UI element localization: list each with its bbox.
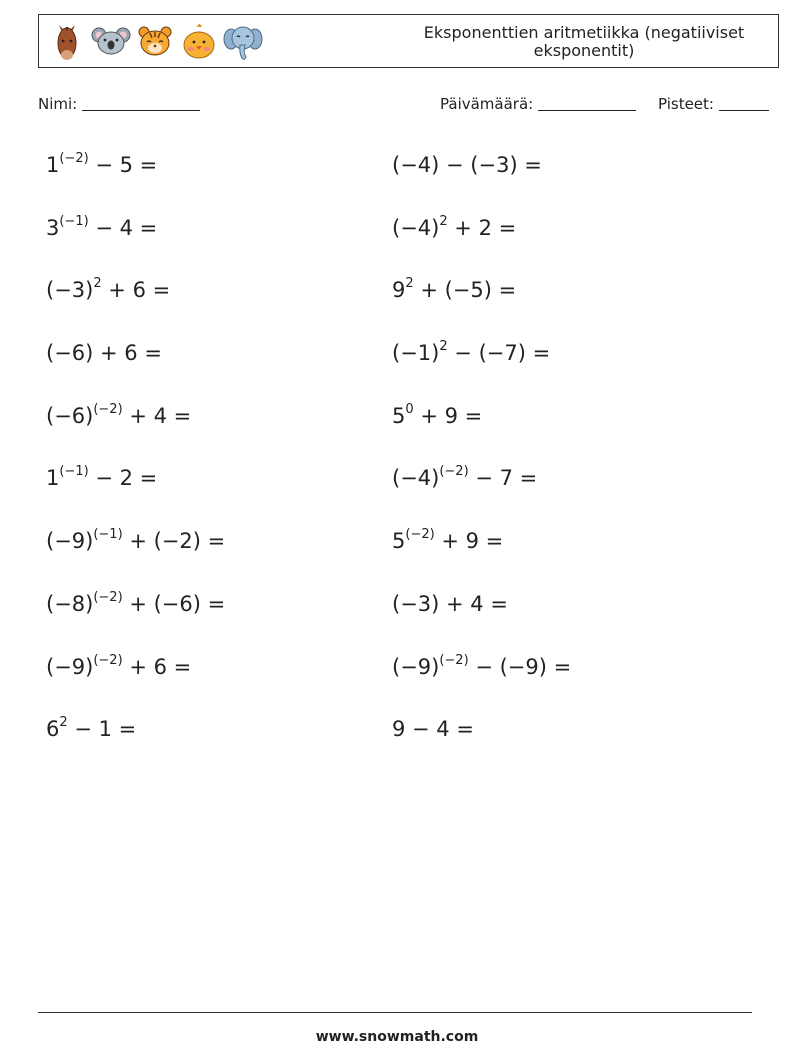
problem-base: (−9) (46, 654, 94, 679)
score-field (658, 95, 769, 113)
problem-base: (−9) (392, 654, 440, 679)
problem-exponent: (−2) (59, 151, 89, 166)
problem-rest: + 4 = (122, 403, 192, 428)
problem-base: (−3) (46, 278, 94, 303)
koala-icon (91, 19, 131, 63)
problem-exponent: 2 (405, 276, 414, 292)
problem-item (392, 273, 738, 336)
problem-base: 9 − 4 = (392, 717, 474, 742)
problem-item (46, 650, 392, 713)
animal-icons (47, 19, 263, 63)
problem-base: (−8) (46, 591, 94, 616)
problem-item (392, 712, 738, 775)
problem-item (46, 461, 392, 524)
problem-base: 9 (392, 278, 406, 303)
chick-icon (179, 19, 219, 63)
problem-base: 5 (392, 529, 406, 554)
problem-item (392, 148, 738, 211)
date-blank (538, 96, 636, 111)
problem-base: (−9) (46, 529, 94, 554)
problem-rest: − (−9) = (468, 654, 572, 679)
problem-item (392, 650, 738, 713)
elephant-icon (223, 19, 263, 63)
problem-item (46, 524, 392, 587)
tiger-icon (135, 19, 175, 63)
problem-exponent: (−2) (439, 464, 469, 480)
problem-exponent: (−1) (93, 527, 123, 543)
problem-rest: − 1 = (67, 717, 137, 742)
problem-exponent: (−1) (59, 464, 89, 480)
date-label: Päivämäärä: (440, 95, 534, 113)
problem-base: (−4) − (−3) = (392, 153, 542, 177)
problem-base: (−4) (392, 466, 440, 491)
problem-row (46, 336, 746, 399)
problem-base: (−3) + 4 = (392, 591, 508, 616)
problem-rest: − (−7) = (447, 341, 551, 366)
problem-item (392, 211, 738, 274)
footer-divider (38, 1012, 752, 1013)
problem-item (392, 587, 738, 650)
problem-row (46, 587, 746, 650)
problem-exponent: (−2) (93, 652, 123, 668)
problem-rest: + 9 = (434, 529, 504, 554)
problem-row (46, 273, 746, 336)
problem-item (46, 211, 392, 274)
problem-base: (−6) (46, 403, 94, 428)
problem-base: 5 (392, 403, 406, 428)
problem-row (46, 524, 746, 587)
problem-item (46, 712, 392, 775)
problem-item (392, 336, 738, 399)
problem-exponent: 2 (439, 339, 448, 355)
problem-exponent: 0 (405, 401, 414, 417)
problem-exponent: (−1) (59, 213, 89, 229)
problem-rest: − 4 = (88, 215, 158, 240)
problem-base: (−6) + 6 = (46, 341, 162, 366)
name-field (38, 95, 200, 113)
problem-grid (46, 148, 746, 775)
problem-item (46, 273, 392, 336)
problem-base: 1 (46, 153, 60, 177)
name-label: Nimi: (38, 95, 78, 113)
problem-exponent: (−2) (93, 401, 123, 417)
problem-rest: + 6 = (122, 654, 192, 679)
problem-item (46, 148, 392, 211)
problem-item (392, 524, 738, 587)
problem-item (46, 587, 392, 650)
problem-rest: − 2 = (88, 466, 158, 491)
problem-rest: − 7 = (468, 466, 538, 491)
worksheet-header (38, 14, 779, 68)
problem-rest: + 2 = (447, 215, 517, 240)
problem-row (46, 399, 746, 462)
problem-rest: + (−6) = (122, 591, 226, 616)
problem-row (46, 712, 746, 775)
problem-exponent: 2 (59, 715, 68, 731)
problem-item (46, 399, 392, 462)
problem-item (392, 399, 738, 462)
name-blank (82, 96, 200, 111)
score-label: Pisteet: (658, 95, 714, 113)
problem-base: (−4) (392, 215, 440, 240)
date-field (440, 95, 636, 113)
score-blank (719, 96, 769, 111)
problem-item (392, 461, 738, 524)
problem-exponent: (−2) (93, 589, 123, 605)
problem-row (46, 650, 746, 713)
problem-exponent: 2 (439, 213, 448, 229)
problem-rest: + (−5) = (413, 278, 517, 303)
horse-icon (47, 19, 87, 63)
problem-exponent: (−2) (405, 527, 435, 543)
problem-rest: + 6 = (101, 278, 171, 303)
problem-exponent: (−2) (439, 652, 469, 668)
problem-item (46, 336, 392, 399)
problem-base: 1 (46, 466, 60, 491)
problem-rest: − 5 = (88, 153, 158, 177)
problem-base: 6 (46, 717, 60, 742)
problem-base: (−1) (392, 341, 440, 366)
problem-rest: + (−2) = (122, 529, 226, 554)
problem-row (46, 148, 746, 211)
problem-row (46, 461, 746, 524)
worksheet-title: Eksponenttien aritmetiikka (negatiiviset eksponentit) (423, 23, 745, 60)
problem-rest: + 9 = (413, 403, 483, 428)
problem-exponent: 2 (93, 276, 102, 292)
problem-row (46, 211, 746, 274)
footer-website: www.snowmath.com (315, 1029, 479, 1045)
problem-base: 3 (46, 215, 60, 240)
